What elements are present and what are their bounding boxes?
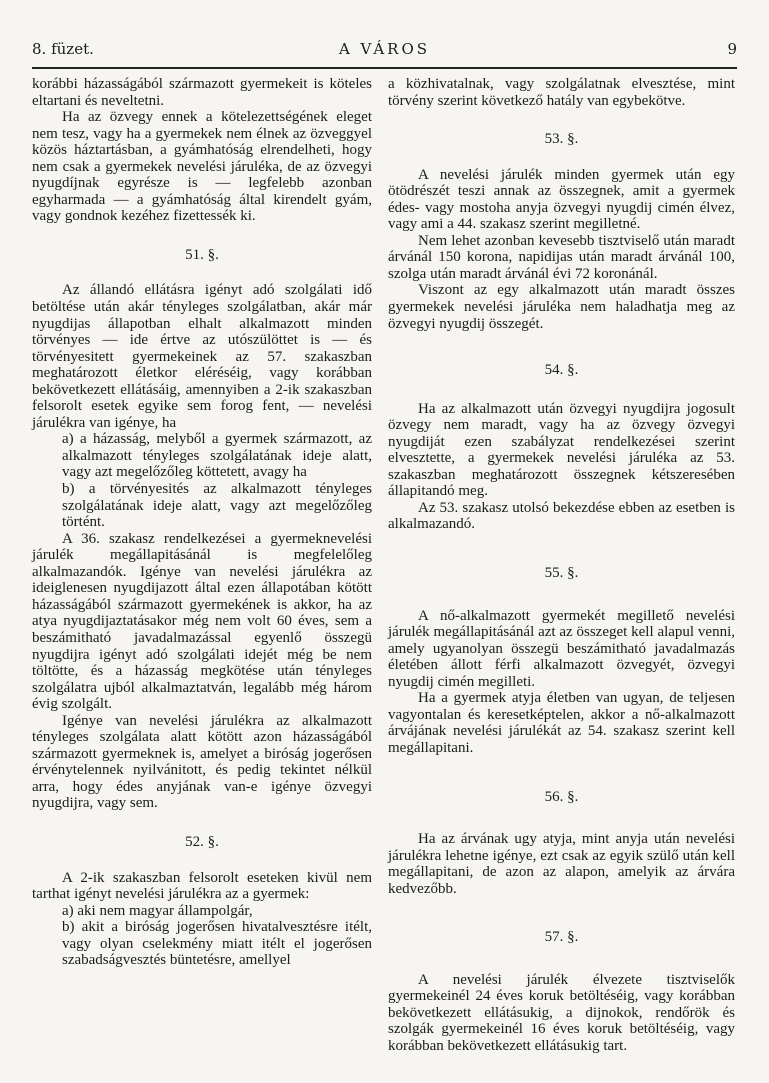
section-heading-53: 53. §. [544, 131, 579, 148]
paragraph: A nevelési járulék élvezete tisztviselők gyermekeinél 24 éves koruk betöltéséig, vagy korábban bekövetkezett ellátásukig, a dijnokok, rendőrök és szolgák gyermekeinél 16 éves koruk betöltéséig, vagy korábban bekövetkezett ellátásukig tart. [388, 971, 735, 1054]
paragraph: korábbi házasságából származott gyermekeit is köteles eltartani és neveltetni. [32, 76, 372, 109]
list-item-b: b) akit a biróság jogerősen hivatalvesztésre itélt, vagy olyan cselekmény miatt itélt el jogerősen szabadságvesztés büntetésre, amellyel [62, 919, 372, 969]
list-item-a: a) aki nem magyar állampolgár, [62, 902, 253, 919]
paragraph: Ha az alkalmazott után özvegyi nyugdijra jogosult özvegy nem maradt, vagy ha az özvegy özvegyi nyugdiját ezen szabályzat rendelkezései szerint elvesztette, a gyermekek nevelési járuléka az 53. szakaszban meghatározott összegnek kétszeresében állapitandó meg. [388, 400, 735, 500]
section-heading-55: 55. §. [544, 565, 579, 582]
journal-title: A VÁROS [338, 40, 431, 58]
paragraph: Az 53. szakasz utolsó bekezdése ebben az esetben is alkalmazandó. [388, 499, 735, 533]
paragraph: Igénye van nevelési járulékra az alkalmazott tényleges szolgálata alatt kötött azon házasságából származott gyermeknek is, amelyet a biróság jogerősen érvénytelennek nyilvánitott, és pedig tekintet nélkül arra, hogy édes anyjának van-e igénye özvegyi nyugdijra, vagy sem. [32, 712, 372, 812]
section-heading-51: 51. §. [185, 246, 219, 263]
paragraph: Ha az árvának ugy atyja, mint anyja után nevelési járulékra lehetne igénye, ezt csak az egyik szülő után kell megállapitani, de azon az alapon, amelyik az árvára kedvezőbb. [388, 831, 735, 897]
paragraph: Az állandó ellátásra igényt adó szolgálati idő betöltése után akár tényleges szolgálatban, akár már nyugdijas állapotban elhalt alkalmazott minden törvényes — ide értve az utószülöttet is — és törvényesitett gyermekeinek az 57. szakaszban meghatározott életkor eléréséig, vagy korábban bekövetkezett ellátásáig, amennyiben a 2-ik szakaszban felsorolt esetek egyike sem forog fent, — nevelési járulékra van igénye, ha [32, 282, 372, 431]
paragraph: A 36. szakasz rendelkezései a gyermeknevelési járulék megállapitásánál is megfelelőleg alkalmazandók. Igénye van nevelési járulékra az ideiglenesen nyugdijazott által ezen állapotában kötött házasságából származott gyermekének is akkor, ha az atya nyugdijaztatásakor még nem volt 60 éves, sem a beszámitható javadalmazással egyenlő összegü nyugdijra igényt adó szolgálati idejét még be nem töltötte, és a házasság megkötése után tényleges szolgálatra ujból alkalmaztatván, legalább még három évig szolgált. [32, 530, 372, 713]
section-heading-54: 54. §. [544, 362, 579, 379]
section-heading-52: 52. §. [185, 833, 219, 850]
section-heading-56: 56. §. [544, 788, 579, 805]
issue-number: 8. füzet. [32, 40, 94, 58]
paragraph: a közhivatalnak, vagy szolgálatnak elvesztése, mint törvény szerint következő hatály van egybekötve. [388, 76, 735, 109]
paragraph: A nevelési járulék minden gyermek után egy ötödrészét teszi annak az összegnek, amit a gyermek édes- vagy mostoha anyja özvegyi nyugdij cimén élvez, vagy ami a 44. szakasz szerint megilletné. [388, 166, 735, 233]
paragraph: Ha a gyermek atyja életben van ugyan, de teljesen vagyontalan és keresetképtelen, akkor a nő-alkalmazott árvájának nevelési járulékát az 54. szakasz szerint kell megállapitani. [388, 690, 735, 756]
header-rule [32, 67, 737, 69]
paragraph: A 2-ik szakaszban felsorolt eseteken kivül nem tarthat igényt nevelési járulékra az a gyermek: [32, 869, 372, 903]
paragraph: Ha az özvegy ennek a kötelezettségének eleget nem tesz, vagy ha a gyermekek nem élnek az özveggyel közös háztartásban, a gyámhatóság elrendelheti, hogy nem csak a gyermekek nevelési járuléka, de az özvegyi nyugdíjnak egyrésze is — legfelebb azonban egyharmada — a gyámhatóság által kirendelt gyám, vagy gondnok kezéhez fizettessék ki. [32, 109, 372, 225]
list-item-b: b) a törvényesités az alkalmazott tényleges szolgálatának ideje alatt, vagy azt megelőzőleg történt. [62, 481, 372, 531]
section-heading-57: 57. §. [544, 929, 579, 946]
page-header [32, 40, 737, 62]
paragraph: A nő-alkalmazott gyermekét megillető nevelési járulék megállapitásánál azt az összeget kell alapul venni, amely ugyanolyan összegü beszámitható javadalmazás életében állott férfi alkalmazott özvegyét, özvegyi nyugdij cimén megilleti. [388, 607, 735, 690]
paragraph: Nem lehet azonban kevesebb tisztviselő után maradt árvánál 150 korona, napidijas után maradt árvánál 100, szolga után maradt árvánál évi 72 koronánál. [388, 232, 735, 282]
paragraph: Viszont az egy alkalmazott után maradt összes gyermekek nevelési járuléka nem haladhatja meg az özvegyi nyugdij összegét. [388, 282, 735, 332]
list-item-a: a) a házasság, melyből a gyermek származott, az alkalmazott tényleges szolgálatának ideje alatt, vagy azt megelőzőleg köttetett, avagy ha [62, 431, 372, 481]
right-column [388, 76, 735, 1055]
left-column [32, 76, 372, 969]
page-number: 9 [727, 40, 737, 58]
